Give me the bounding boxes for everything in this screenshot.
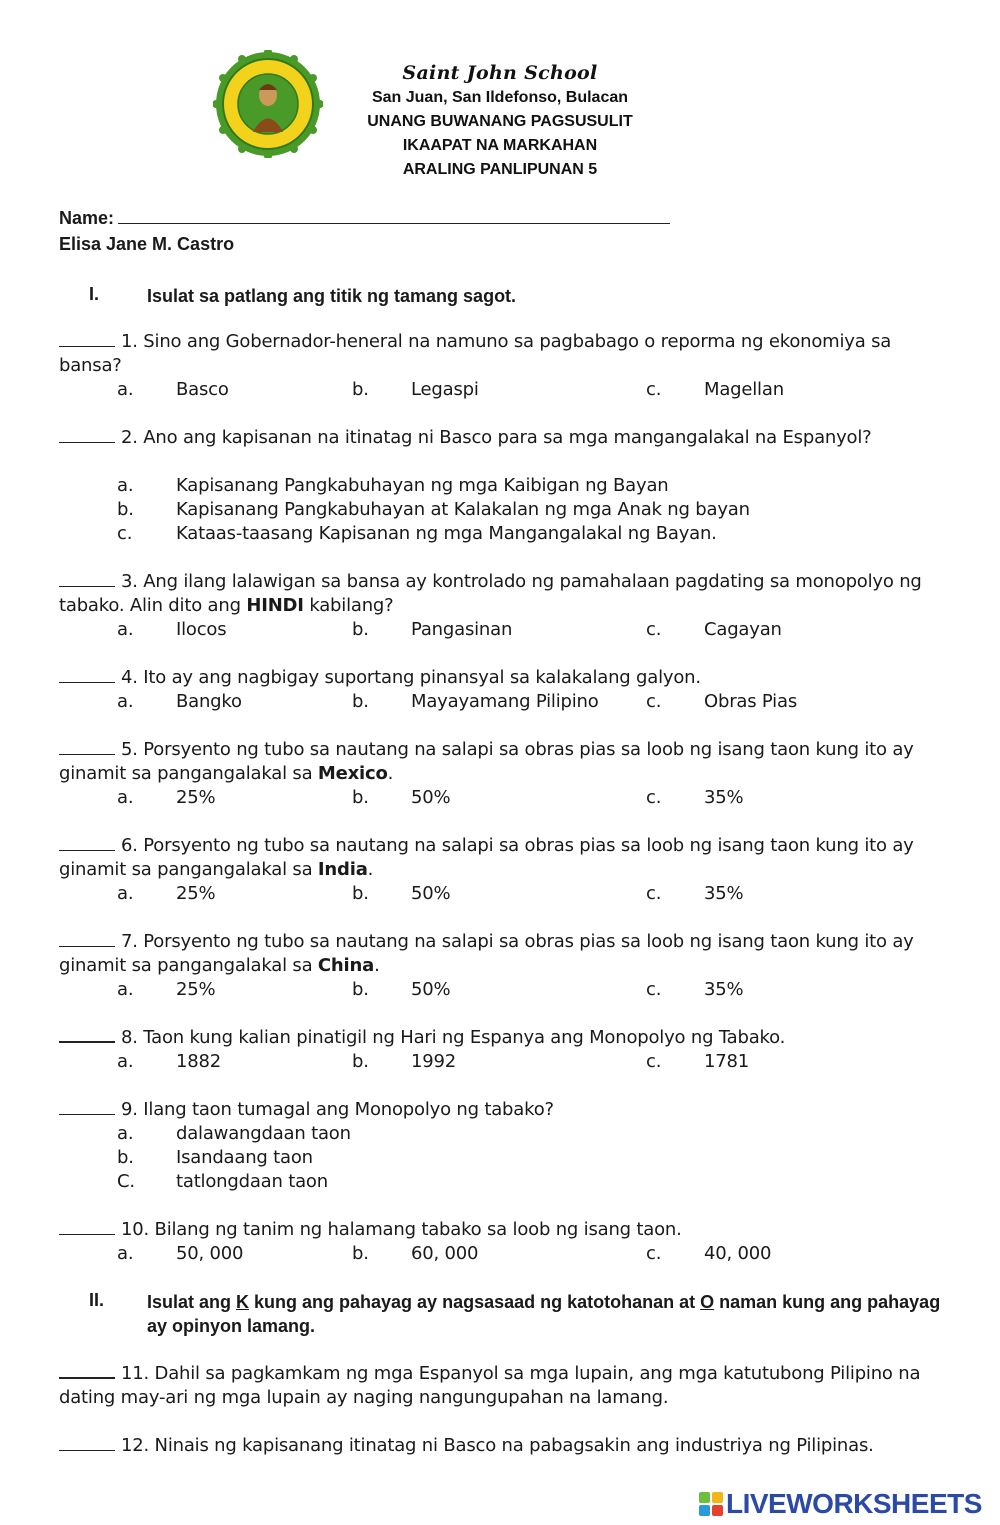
option-letter: a. [117,787,134,808]
option-letter: b. [117,499,134,520]
school-name: Saint John School [402,62,598,84]
option-letter: a. [117,1051,134,1072]
emphasis: Mexico [317,763,388,784]
option-letter: c. [117,523,133,544]
option-text: Kapisanang Pangkabuhayan ng mga Kaibigan ng Bayan [176,475,669,496]
option-letter: b. [352,1243,369,1264]
question-5 [59,738,939,786]
option-text: 50% [411,787,451,808]
name-label: Name: [59,208,115,228]
option-letter: c. [646,883,662,904]
option-letter: c. [646,1243,662,1264]
question-text: 3. Ang ilang lalawigan sa bansa ay kontrolado ng pamahalaan pagdating sa monopolyo ng tabako. Alin dito ang HINDI kabilang? [59,571,922,616]
option-letter: b. [352,379,369,400]
question-text: 9. Ilang taon tumagal ang Monopolyo ng tabako? [121,1099,554,1120]
option-letter: b. [352,979,369,1000]
answer-blank-11[interactable] [59,1362,115,1379]
question-6 [59,834,939,882]
option-letter: c. [646,979,662,1000]
option-letter: a. [117,979,134,1000]
option-text: Cagayan [704,619,782,640]
option-letter: a. [117,883,134,904]
option-letter: C. [117,1171,135,1192]
liveworksheets-watermark [698,1487,982,1521]
answer-blank-2[interactable] [59,427,115,443]
option-letter: a. [117,1243,134,1264]
question-text: 7. Porsyento ng tubo sa nautang na salapi sa obras pias sa loob ng isang taon kung ito ay ginamit sa pangangalakal sa China. [59,931,914,976]
question-text: 8. Taon kung kalian pinatigil ng Hari ng Espanya ang Monopolyo ng Tabako. [121,1027,786,1048]
section-1-number: I. [89,284,100,304]
option-letter: b. [352,619,369,640]
emphasis: HINDI [246,595,304,616]
option-letter: a. [117,619,134,640]
answer-blank-4[interactable] [59,667,115,683]
section-2-instruction: Isulat ang K kung ang pahayag ay nagsasaad ng katotohanan at O naman kung ang pahayag ay opinyon lamang. [147,1292,941,1336]
option-text: 50% [411,979,451,1000]
liveworksheets-logo-icon [698,1491,724,1517]
answer-blank-10[interactable] [59,1219,115,1235]
option-text: 50, 000 [176,1243,244,1264]
option-text: dalawangdaan taon [176,1123,351,1144]
answer-blank-6[interactable] [59,835,115,851]
option-text: 1992 [411,1051,457,1072]
option-text: Ilocos [176,619,227,640]
answer-blank-3[interactable] [59,571,115,587]
option-text: Magellan [704,379,784,400]
question-text: 5. Porsyento ng tubo sa nautang na salapi sa obras pias sa loob ng isang taon kung ito ay ginamit sa pangangalakal sa Mexico. [59,739,914,784]
answer-blank-7[interactable] [59,931,115,947]
question-text: 4. Ito ay ang nagbigay suportang pinansyal sa kalakalang galyon. [121,667,701,688]
option-text: 60, 000 [411,1243,479,1264]
option-text: 50% [411,883,451,904]
option-text: tatlongdaan taon [176,1171,328,1192]
exam-title: UNANG BUWANANG PAGSUSULIT [367,113,633,130]
question-text: 10. Bilang ng tanim ng halamang tabako sa loob ng isang taon. [121,1219,682,1240]
option-text: 25% [176,883,216,904]
option-letter: c. [646,787,662,808]
option-text: 35% [704,787,744,808]
answer-blank-12[interactable] [59,1435,115,1451]
option-letter: b. [352,1051,369,1072]
teacher-name: Elisa Jane M. Castro [59,234,235,254]
option-letter: b. [352,787,369,808]
option-text: 35% [704,979,744,1000]
option-text: 25% [176,787,216,808]
option-text: Bangko [176,691,242,712]
question-3 [59,570,939,618]
option-letter: b. [352,883,369,904]
statement-11 [59,1362,939,1410]
option-text: Mayayamang Pilipino [411,691,599,712]
question-1 [59,330,939,378]
option-text: 25% [176,979,216,1000]
option-letter: c. [646,379,662,400]
statement-text: 11. Dahil sa pagkamkam ng mga Espanyol sa mga lupain, ang mga katutubong Pilipino na dating may-ari ng mga lupain ay naging nangungupahan na lamang. [59,1363,921,1408]
school-address: San Juan, San Ildefonso, Bulacan [371,89,629,106]
option-letter: b. [117,1147,134,1168]
question-9 [59,1098,939,1122]
question-4 [59,666,939,690]
option-text: Obras Pias [704,691,797,712]
statement-12 [59,1434,939,1458]
option-text: Kapisanang Pangkabuhayan at Kalakalan ng mga Anak ng bayan [176,499,750,520]
question-2 [59,426,939,450]
option-letter: c. [646,619,662,640]
quarter-label: IKAAPAT NA MARKAHAN [402,137,598,154]
option-letter: a. [117,1123,134,1144]
option-letter: a. [117,691,134,712]
answer-blank-1[interactable] [59,331,115,347]
section-2-number: II. [89,1290,105,1310]
option-text: Basco [176,379,229,400]
question-10 [59,1218,939,1242]
option-text: 1781 [704,1051,750,1072]
statement-text: 12. Ninais ng kapisanang itinatag ni Basco na pabagsakin ang industriya ng Pilipinas. [121,1435,874,1456]
option-letter: a. [117,475,134,496]
watermark-text: LIVEWORKSHEETS [726,1488,982,1519]
option-text: Kataas-taasang Kapisanan ng mga Mangangalakal ng Bayan. [176,523,717,544]
option-text: 40, 000 [704,1243,772,1264]
question-text: 6. Porsyento ng tubo sa nautang na salapi sa obras pias sa loob ng isang taon kung ito ay ginamit sa pangangalakal sa India. [59,835,914,880]
answer-blank-8[interactable] [59,1026,115,1043]
option-text: 35% [704,883,744,904]
emphasis: China [317,955,375,976]
emphasis: India [317,859,368,880]
option-text: Pangasinan [411,619,513,640]
name-field[interactable] [118,207,670,224]
question-7 [59,930,939,978]
answer-blank-9[interactable] [59,1099,115,1115]
name-row [59,207,670,229]
option-text: Isandaang taon [176,1147,313,1168]
question-text: 2. Ano ang kapisanan na itinatag ni Basco para sa mga mangangalakal na Espanyol? [121,427,872,448]
section-1-instruction: Isulat sa patlang ang titik ng tamang sagot. [147,286,517,306]
option-letter: b. [352,691,369,712]
option-letter: c. [646,691,662,712]
question-8 [59,1026,939,1050]
question-text: 1. Sino ang Gobernador-heneral na namuno sa pagbabago o reporma ng ekonomiya sa bansa? [59,331,892,376]
answer-blank-5[interactable] [59,739,115,755]
option-letter: a. [117,379,134,400]
option-text: 1882 [176,1051,222,1072]
subject-label: ARALING PANLIPUNAN 5 [402,161,598,178]
school-seal-icon [213,50,323,158]
option-text: Legaspi [411,379,479,400]
option-letter: c. [646,1051,662,1072]
